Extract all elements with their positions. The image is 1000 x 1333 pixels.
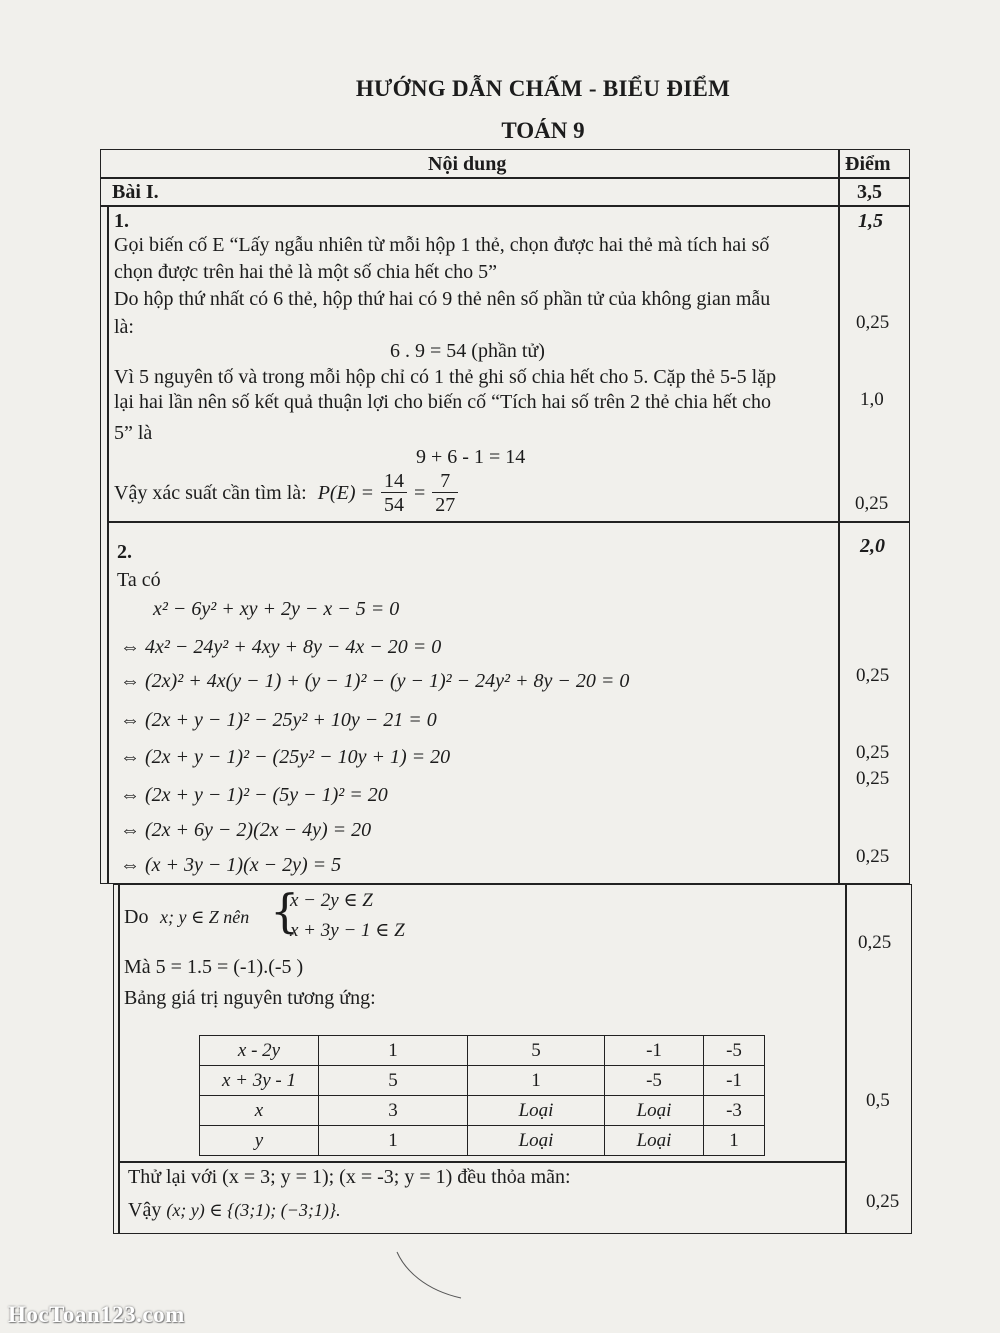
part2-intro: Ta có (117, 569, 161, 591)
header-score: Điểm (845, 153, 891, 175)
table-cell: 1 (319, 1036, 468, 1066)
system-line: x − 2y ∈ Z (290, 890, 373, 911)
header-divider (100, 177, 910, 179)
fraction-denominator: 27 (435, 494, 456, 516)
page-subtitle: TOÁN 9 (501, 118, 585, 143)
equation: ⇔ (x + 3y − 1)(x − 2y) = 5 (120, 854, 342, 876)
column-divider (838, 149, 840, 884)
table-cell: Loại (605, 1096, 704, 1126)
table-cell: y (200, 1126, 319, 1156)
table-cell: -5 (605, 1066, 704, 1096)
table-cell: 1 (704, 1126, 765, 1156)
table-cell: 5 (319, 1066, 468, 1096)
system-line: x + 3y − 1 ∈ Z (290, 920, 405, 941)
table-cell: x - 2y (200, 1036, 319, 1066)
page-title: HƯỚNG DẪN CHẤM - BIỂU ĐIỂM (355, 76, 731, 101)
fraction-14-54 (381, 470, 407, 517)
inner-left-border (107, 205, 109, 884)
probability-lhs: P(E) = (317, 482, 374, 504)
score: 0,25 (856, 768, 890, 789)
watermark: HocToan123.com (8, 1302, 185, 1327)
score: 0,25 (856, 846, 890, 867)
equals-sign: = (413, 482, 426, 504)
part1-line: Gọi biến cố E “Lấy ngẫu nhiên từ mỗi hộp 1 thẻ, chọn được hai thẻ mà tích hai số (114, 234, 770, 256)
bai1-label: Bài I. (112, 181, 159, 203)
do-condition: x; y ∈ Z nên (160, 907, 250, 927)
fraction-7-27 (432, 470, 458, 517)
table-cell: -1 (704, 1066, 765, 1096)
equation: ⇔ 4x² − 24y² + 4xy + 8y − 4x − 20 = 0 (120, 636, 442, 658)
fraction-denominator: 54 (383, 494, 404, 516)
favorable-calc: 9 + 6 - 1 = 14 (416, 446, 526, 468)
equation: x² − 6y² + xy + 2y − x − 5 = 0 (153, 598, 400, 620)
lower-row-divider (118, 1161, 847, 1163)
fraction-numerator: 14 (381, 470, 407, 493)
check-text: Thử lại với (x = 3; y = 1); (x = -3; y = 1) đều thỏa mãn: (128, 1166, 571, 1188)
lower-inner-left (118, 884, 120, 1234)
table-row (200, 1066, 765, 1096)
table-cell: Loại (468, 1126, 605, 1156)
factor-text: Mà 5 = 1.5 = (-1).(-5 ) (124, 956, 304, 978)
fraction-numerator: 7 (432, 470, 458, 493)
header-content: Nội dung (428, 153, 507, 175)
table-cell: 3 (319, 1096, 468, 1126)
score: 0,5 (866, 1090, 890, 1111)
conclusion-math: (x; y) ∈ {(3;1); (−3;1)}. (166, 1200, 341, 1220)
value-table (199, 1035, 765, 1156)
table-cell: Loại (605, 1126, 704, 1156)
score: 0,25 (855, 493, 889, 514)
score: 0,25 (866, 1191, 900, 1212)
table-cell: 1 (468, 1066, 605, 1096)
part1-label: 1. (114, 210, 129, 232)
table-cell: -1 (605, 1036, 704, 1066)
probability-label: Vậy xác suất cần tìm là: (114, 482, 307, 504)
table-cell: x (200, 1096, 319, 1126)
bai1-divider (100, 205, 910, 207)
table-cell: x + 3y - 1 (200, 1066, 319, 1096)
score: 0,25 (856, 742, 890, 763)
part1-line: 5” là (114, 422, 153, 444)
part2-label: 2. (117, 541, 132, 563)
part2-score: 2,0 (860, 535, 885, 557)
system-brace: { (270, 884, 300, 938)
equation: ⇔ (2x + y − 1)² − 25y² + 10y − 21 = 0 (120, 709, 437, 731)
part1-line: Vì 5 nguyên tố và trong mỗi hộp chỉ có 1 thẻ ghi số chia hết cho 5. Cặp thẻ 5-5 lặp (114, 366, 777, 388)
equation: ⇔ (2x + y − 1)² − (25y² − 10y + 1) = 20 (120, 746, 451, 768)
table-row (200, 1096, 765, 1126)
do-text: Do (124, 906, 149, 928)
part1-score: 1,5 (858, 210, 883, 232)
part1-line: Do hộp thứ nhất có 6 thẻ, hộp thứ hai có 9 thẻ nên số phần tử của không gian mẫu (114, 288, 771, 310)
score: 0,25 (858, 932, 892, 953)
lower-column-divider (845, 884, 847, 1234)
pen-mark (395, 1250, 465, 1300)
table-row (200, 1126, 765, 1156)
probability-line (114, 470, 460, 517)
equation: ⇔ (2x)² + 4x(y − 1) + (y − 1)² − (y − 1)² − 24y² + 8y − 20 = 0 (120, 670, 630, 692)
equation: ⇔ (2x + y − 1)² − (5y − 1)² = 20 (120, 784, 388, 806)
table-row (200, 1036, 765, 1066)
sample-space-calc: 6 . 9 = 54 (phần tử) (390, 340, 545, 362)
table-cell: -3 (704, 1096, 765, 1126)
table-cell: Loại (468, 1096, 605, 1126)
score: 1,0 (860, 389, 884, 410)
part1-divider (107, 521, 910, 523)
bai1-score: 3,5 (857, 181, 882, 203)
table-intro: Bảng giá trị nguyên tương ứng: (124, 987, 376, 1009)
table-cell: -5 (704, 1036, 765, 1066)
part1-line: lại hai lần nên số kết quả thuận lợi cho biến cố “Tích hai số trên 2 thẻ chia hết cho (114, 391, 772, 413)
conclusion-line (128, 1199, 341, 1221)
part1-line: là: (114, 316, 134, 338)
conclusion-prefix: Vậy (128, 1199, 162, 1221)
table-cell: 1 (319, 1126, 468, 1156)
equation: ⇔ (2x + 6y − 2)(2x − 4y) = 20 (120, 819, 372, 841)
score: 0,25 (856, 665, 890, 686)
table-cell: 5 (468, 1036, 605, 1066)
score: 0,25 (856, 312, 890, 333)
part1-line: chọn được trên hai thẻ là một số chia hết cho 5” (114, 261, 497, 283)
